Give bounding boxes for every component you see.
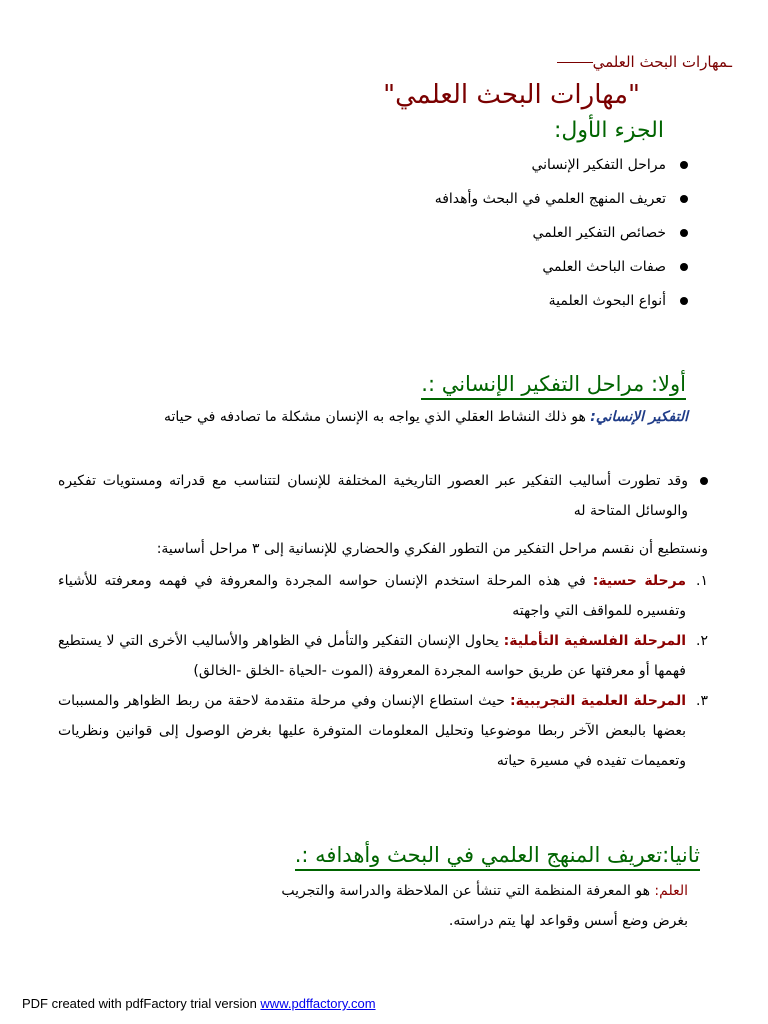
section2-heading: ثانيا:تعريف المنهج العلمي في البحث وأهدافه :. <box>295 843 700 871</box>
stages-list <box>58 566 708 776</box>
toc-item: أنواع البحوث العلمية <box>328 284 688 318</box>
definition-term: التفكير الإنساني: <box>590 409 688 425</box>
definition-term: العلم: <box>654 883 688 899</box>
toc-item: مراحل التفكير الإنساني <box>328 148 688 182</box>
running-header-text: ـمهارات البحث العلمي <box>592 53 732 71</box>
section1-heading: أولا: مراحل التفكير الإنساني :. <box>421 372 686 400</box>
bullet-paragraph <box>58 466 708 526</box>
bullet-icon <box>680 229 688 237</box>
running-header-rule <box>557 62 593 63</box>
stage-number: ١. <box>696 573 708 589</box>
pdffactory-link[interactable]: www.pdffactory.com <box>260 996 376 1011</box>
stages-intro: ونستطيع أن نقسم مراحل التفكير من التطور الفكري والحضاري للإنسانية إلى ٣ مراحل أساسية: <box>156 541 708 557</box>
stage-text: يحاول الإنسان التفكير والتأمل في الظواهر والأساليب الأخرى التي لا يستطيع فهمها أو معرفتها عن طريق حواسه المجردة المعروفة (الموت -الحياة -الخلق -الخالق) <box>58 633 686 679</box>
bullet-text: وقد تطورت أساليب التفكير عبر العصور التاريخية المختلفة للإنسان لتتناسب مع قدراته ومستويات تفكيره والوسائل المتاحة له <box>58 473 688 519</box>
bullet-icon <box>680 263 688 271</box>
definition-text: هو ذلك النشاط العقلي الذي يواجه به الإنسان مشكلة ما تصادفه في حياته <box>164 409 591 425</box>
stage-number: ٢. <box>696 633 708 649</box>
stage-term: المرحلة العلمية التجريبية: <box>509 693 686 709</box>
definition-science-continued: بغرض وضع أسس وقواعد لها يتم دراسته. <box>448 913 688 929</box>
bullet-icon <box>700 477 708 485</box>
toc-item: تعريف المنهج العلمي في البحث وأهدافه <box>328 182 688 216</box>
stage-number: ٣. <box>696 693 708 709</box>
stage-item <box>58 626 708 686</box>
toc-item: صفات الباحث العلمي <box>328 250 688 284</box>
pdf-footer <box>22 996 376 1011</box>
stage-item <box>58 566 708 626</box>
stage-term: المرحلة الفلسفية التأملية: <box>503 633 687 649</box>
definition-science <box>68 876 688 906</box>
definition-text: هو المعرفة المنظمة التي تنشأ عن الملاحظة والدراسة والتجريب <box>281 883 655 899</box>
part-title: الجزء الأول: <box>553 118 664 143</box>
stage-term: مرحلة حسية: <box>592 573 686 589</box>
bullet-icon <box>680 195 688 203</box>
bullet-icon <box>680 161 688 169</box>
bullet-icon <box>680 297 688 305</box>
definition-human-thinking <box>68 402 688 432</box>
stage-item <box>58 686 708 776</box>
running-header <box>553 50 732 74</box>
document-title: "مهارات البحث العلمي" <box>383 80 640 110</box>
table-of-contents <box>328 148 688 318</box>
stage-text: في هذه المرحلة استخدم الإنسان حواسه المجردة والمعروفة في فهمه ومعرفته للأشياء وتفسيره للمواقف التي واجهته <box>58 573 686 619</box>
toc-item: خصائص التفكير العلمي <box>328 216 688 250</box>
stage-text: حيث استطاع الإنسان وفي مرحلة متقدمة لاحقة من ربط الظواهر والمسببات بعضها بالبعض الآخر ربطا موضوعيا وتحليل المعلومات المتوفرة عليها بغرض الوصول إلى قوانين ونظريات وتعميمات تفيده في مسيرة حياته <box>58 693 686 769</box>
footer-text: PDF created with pdfFactory trial version <box>22 996 261 1011</box>
